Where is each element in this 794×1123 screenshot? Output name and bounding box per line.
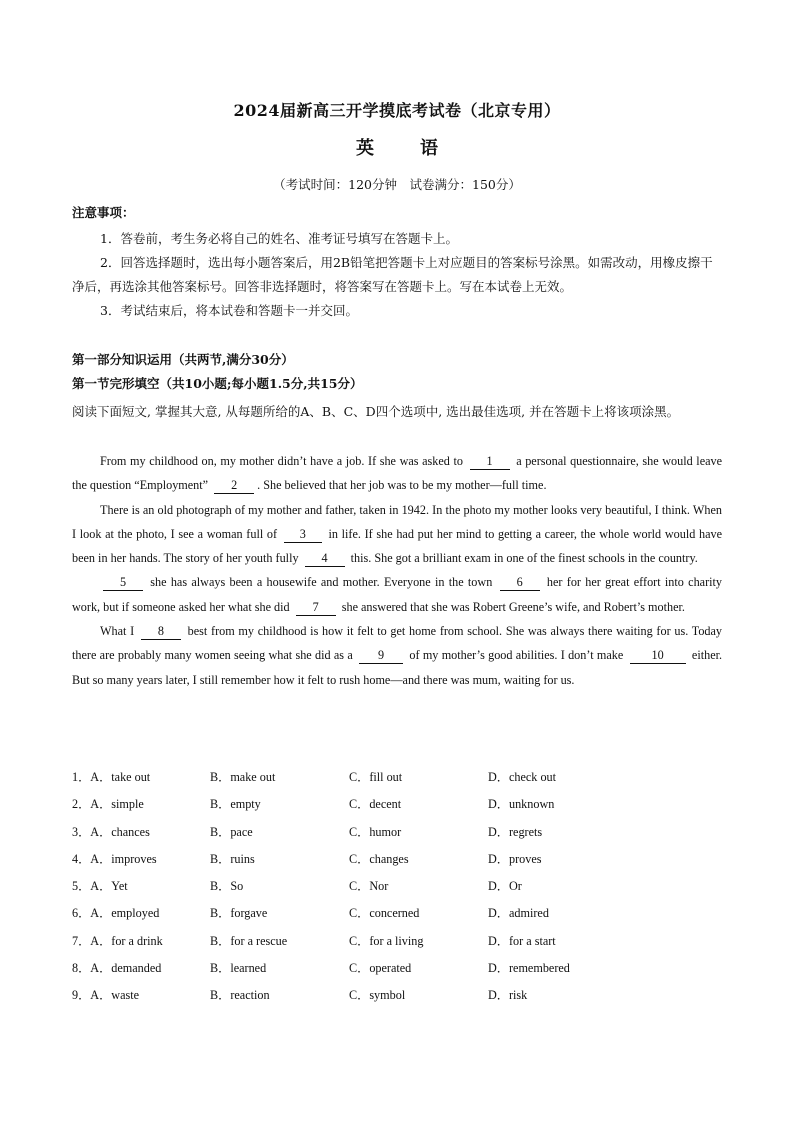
option-d: D．remembered [488,961,570,976]
option-d: D．for a start [488,933,556,948]
passage-text: a personal questionnaire, she would leave the question “Employment” [72,454,723,493]
exam-info: （考试时间：120分钟 试卷满分：150分） [273,177,521,192]
option-c: C．concerned [349,906,420,921]
passage-paragraph-3 [72,570,722,619]
option-b: B．learned [210,961,267,976]
subject-char-2: 语 [420,138,438,159]
blank-8: 8 [141,624,181,640]
subject-char-1: 英 [356,138,374,159]
option-b: B．So [210,879,244,894]
notice-list [72,227,722,323]
option-c: C．symbol [349,988,406,1003]
option-d: D．risk [488,988,528,1003]
option-c: C．changes [349,851,409,866]
option-a: 5．A．Yet [72,879,128,894]
answer-options [72,764,722,1010]
passage-text: From my childhood on, my mother didn’t have a job. If she was asked to [100,454,463,468]
blank-6: 6 [500,575,540,591]
blank-9: 9 [359,648,403,664]
passage-text: of my mother’s good abilities. I don’t make [409,648,624,663]
notice-heading: 注意事项： [72,205,135,220]
option-b: B．empty [210,797,261,812]
option-a: 3．A．chances [72,824,150,839]
passage-text: There is an old photograph of my mother and father, taken in 1942. In the photo my mother looks very beautiful, I think. When I look at the photo, I see a woman full of [72,502,722,541]
option-row-2 [72,791,722,818]
notice-item-3: 3．考试结束后，将本试卷和答题卡一并交回。 [100,303,358,318]
option-row-5 [72,873,722,900]
option-d: D．admired [488,906,549,921]
subject-heading [0,134,794,160]
option-d: D．Or [488,879,522,894]
passage-text: this. She got a brilliant exam in one of the finest schools in the country. [350,551,698,566]
option-row-3 [72,819,722,846]
blank-3: 3 [284,527,322,543]
passage-text: her for her great effort into charity work, but if someone asked her what she did [72,575,723,614]
option-row-6 [72,900,722,927]
section1-heading: 第一节完形填空（共10小题;每小题1.5分,共15分） [72,376,363,391]
option-row-1 [72,764,722,791]
option-c: C．Nor [349,879,389,894]
option-b: B．for a rescue [210,933,288,948]
passage-text: either. But so many years later, I still remember how it felt to rush home—and there was mum, waiting for us. [72,648,723,687]
passage-text: in life. If she had put her mind to getting a career, the whole world would have been in her hands. The story of her youth fully [72,526,722,566]
option-a: 9．A．waste [72,988,140,1003]
passage-paragraph-1 [72,449,722,498]
option-d: D．unknown [488,797,555,812]
option-a: 4．A．improves [72,851,157,866]
blank-5: 5 [103,575,143,591]
option-c: C．for a living [349,933,424,948]
passage-text: What I [100,624,135,639]
passage-text: she answered that she was Robert Greene’s wife, and Robert’s mother. [341,599,685,614]
option-a: 1．A．take out [72,770,151,784]
blank-4: 4 [305,551,345,567]
option-a: 6．A．employed [72,906,160,921]
option-b: B．reaction [210,988,270,1003]
part1-heading: 第一部分知识运用（共两节,满分30分） [72,352,294,367]
option-c: C．humor [349,824,402,839]
blank-10: 10 [630,648,686,664]
option-b: B．forgave [210,906,268,921]
option-row-9 [72,982,722,1009]
passage-text: best from my childhood is how it felt to get home from school. She was always there waiting for us. Today there are probably many women seeing what she did as a [72,624,723,663]
passage-paragraph-4 [72,619,722,692]
option-c: C．operated [349,961,412,976]
option-a: 2．A．simple [72,797,144,812]
passage-text: . She believed that her job was to be my mother—full time. [257,478,547,493]
notice-item-1: 1．答卷前，考生务必将自己的姓名、准考证号填写在答题卡上。 [100,231,458,246]
option-a: 7．A．for a drink [72,933,163,948]
option-d: D．regrets [488,824,543,839]
option-c: C．fill out [349,770,403,784]
option-row-7 [72,928,722,955]
exam-title: 2024届新高三开学摸底考试卷（北京专用） [233,101,561,120]
blank-1: 1 [470,454,510,470]
passage-paragraph-2 [72,498,722,571]
option-d: D．proves [488,851,542,866]
option-b: B．pace [210,824,253,839]
cloze-passage [72,449,722,692]
blank-7: 7 [296,600,336,616]
notice-item-2: 2．回答选择题时，选出每小题答案后，用2B铅笔把答题卡上对应题目的答案标号涂黑。如需改动，用橡皮擦干净后，再选涂其他答案标号。回答非选择题时，将答案写在答题卡上。写在本试卷上无效。 [72,255,713,294]
passage-text: she has always been a housewife and mother. Everyone in the town [150,575,493,590]
section-instructions: 阅读下面短文, 掌握其大意, 从每题所给的A、B、C、D四个选项中, 选出最佳选项, 并在答题卡上将该项涂黑。 [72,404,680,419]
option-b: B．make out [210,770,276,784]
option-a: 8．A．demanded [72,961,162,976]
option-d: D．check out [488,770,557,784]
option-b: B．ruins [210,851,255,866]
option-c: C．decent [349,797,402,812]
option-row-8 [72,955,722,982]
blank-2: 2 [214,478,254,494]
option-row-4 [72,846,722,873]
